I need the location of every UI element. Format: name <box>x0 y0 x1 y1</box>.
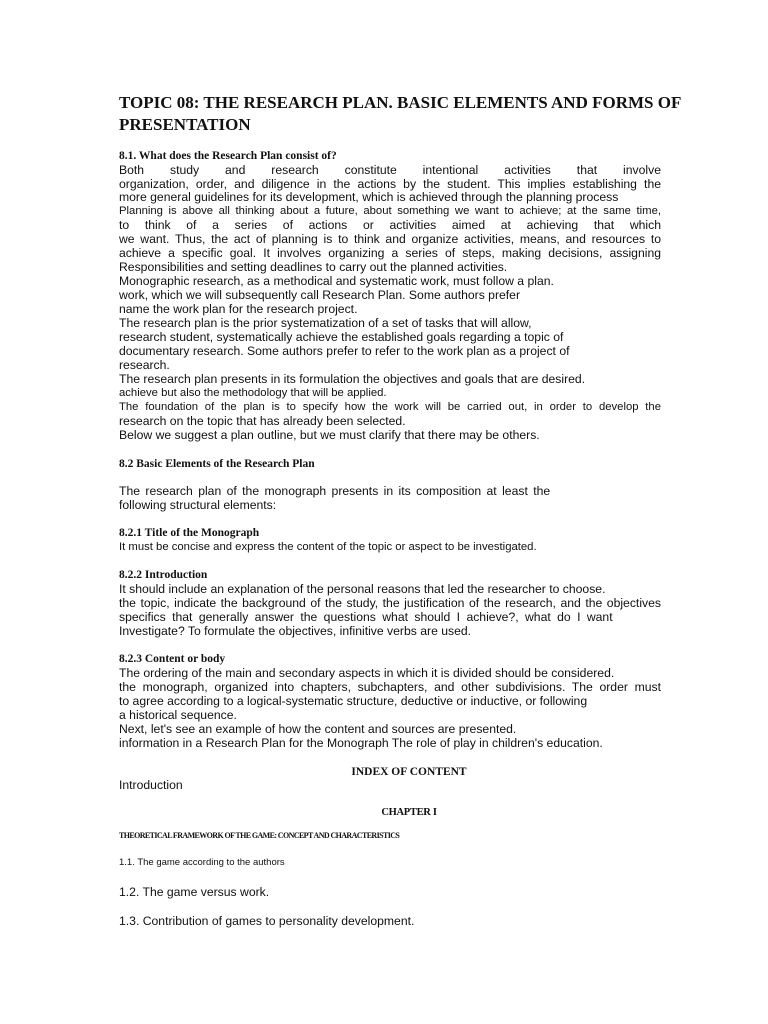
paragraph-line: the topic, indicate the background of the study, the justification of the research, and the objectives <box>119 596 661 610</box>
paragraph-line: Below we suggest a plan outline, but we must clarify that there may be others. <box>119 428 540 442</box>
paragraph-line: we want. Thus, the act of planning is to think and organize activities, means, and resources to <box>119 232 661 246</box>
paragraph-line: research student, systematically achieve the established goals regarding a topic of <box>119 330 564 344</box>
paragraph-line: Next, let's see an example of how the content and sources are presented. <box>119 722 517 736</box>
paragraph-line: organization, order, and diligence in the actions by the student. This implies establishing the <box>119 177 661 191</box>
index-heading: INDEX OF CONTENT <box>351 766 467 778</box>
section-heading-8-2-2: 8.2.2 Introduction <box>119 569 208 581</box>
paragraph-line: documentary research. Some authors prefer to refer to the work plan as a project of <box>119 344 570 358</box>
index-item: 1.1. The game according to the authors <box>119 857 285 868</box>
paragraph-line: The research plan is the prior systematization of a set of tasks that will allow, <box>119 316 532 330</box>
paragraph-line: specifics that generally answer the questions what should I achieve?, what do I want <box>119 610 613 624</box>
paragraph-line: The research plan of the monograph presents in its composition at least the <box>119 484 551 498</box>
paragraph-line: following structural elements: <box>119 498 277 512</box>
paragraph-line: Both study and research constitute intentional activities that involve <box>119 163 661 177</box>
paragraph-line: The research plan presents in its formulation the objectives and goals that are desired. <box>119 372 586 386</box>
index-item: 1.3. Contribution of games to personality development. <box>119 914 415 928</box>
paragraph-line: name the work plan for the research project. <box>119 302 358 316</box>
paragraph-line: Responsibilities and setting deadlines to carry out the planned activities. <box>119 260 508 274</box>
paragraph-line: achieve but also the methodology that will be applied. <box>119 387 387 399</box>
paragraph-line: research. <box>119 358 170 372</box>
paragraph-line: achieve a specific goal. It involves organizing a series of steps, making decisions, assigning <box>119 246 661 260</box>
paragraph-line: information in a Research Plan for the Monograph The role of play in children's education. <box>119 736 603 750</box>
chapter-heading: CHAPTER I <box>381 807 437 818</box>
document-title: TOPIC 08: THE RESEARCH PLAN. BASIC ELEMENTS AND FORMS OF PRESENTATION <box>119 93 681 134</box>
paragraph-line: more general guidelines for its development, which is achieved through the planning process <box>119 190 619 204</box>
index-item: 1.2. The game versus work. <box>119 885 270 899</box>
section-heading-8-2-1: 8.2.1 Title of the Monograph <box>119 527 260 539</box>
paragraph-line: to agree according to a logical-systematic structure, deductive or inductive, or following <box>119 694 588 708</box>
paragraph-line: the monograph, organized into chapters, subchapters, and other subdivisions. The order must <box>119 680 661 694</box>
section-heading-8-2-3: 8.2.3 Content or body <box>119 653 226 665</box>
chapter-subtitle: THEORETICAL FRAMEWORK OF THE GAME: CONCEPT AND CHARACTERISTICS <box>119 831 400 840</box>
paragraph-line: It must be concise and express the content of the topic or aspect to be investigated. <box>119 541 537 553</box>
index-introduction: Introduction <box>119 778 183 792</box>
section-heading-8-2: 8.2 Basic Elements of the Research Plan <box>119 458 315 470</box>
paragraph-line: to think of a series of actions or activities aimed at achieving that which <box>119 218 661 232</box>
paragraph-line: The foundation of the plan is to specify how the work will be carried out, in order to develop the <box>119 401 661 413</box>
section-heading-8-1: 8.1. What does the Research Plan consist of? <box>119 150 337 162</box>
paragraph-line: Investigate? To formulate the objectives, infinitive verbs are used. <box>119 624 472 638</box>
paragraph-line: Planning is above all thinking about a future, about something we want to achieve; at the same time, <box>119 205 661 217</box>
paragraph-line: The ordering of the main and secondary aspects in which it is divided should be considered. <box>119 666 615 680</box>
paragraph-line: a historical sequence. <box>119 708 237 722</box>
paragraph-line: Monographic research, as a methodical and systematic work, must follow a plan. <box>119 274 554 288</box>
paragraph-line: It should include an explanation of the personal reasons that led the researcher to choose. <box>119 582 606 596</box>
paragraph-line: work, which we will subsequently call Research Plan. Some authors prefer <box>119 288 521 302</box>
paragraph-line: research on the topic that has already been selected. <box>119 414 406 428</box>
